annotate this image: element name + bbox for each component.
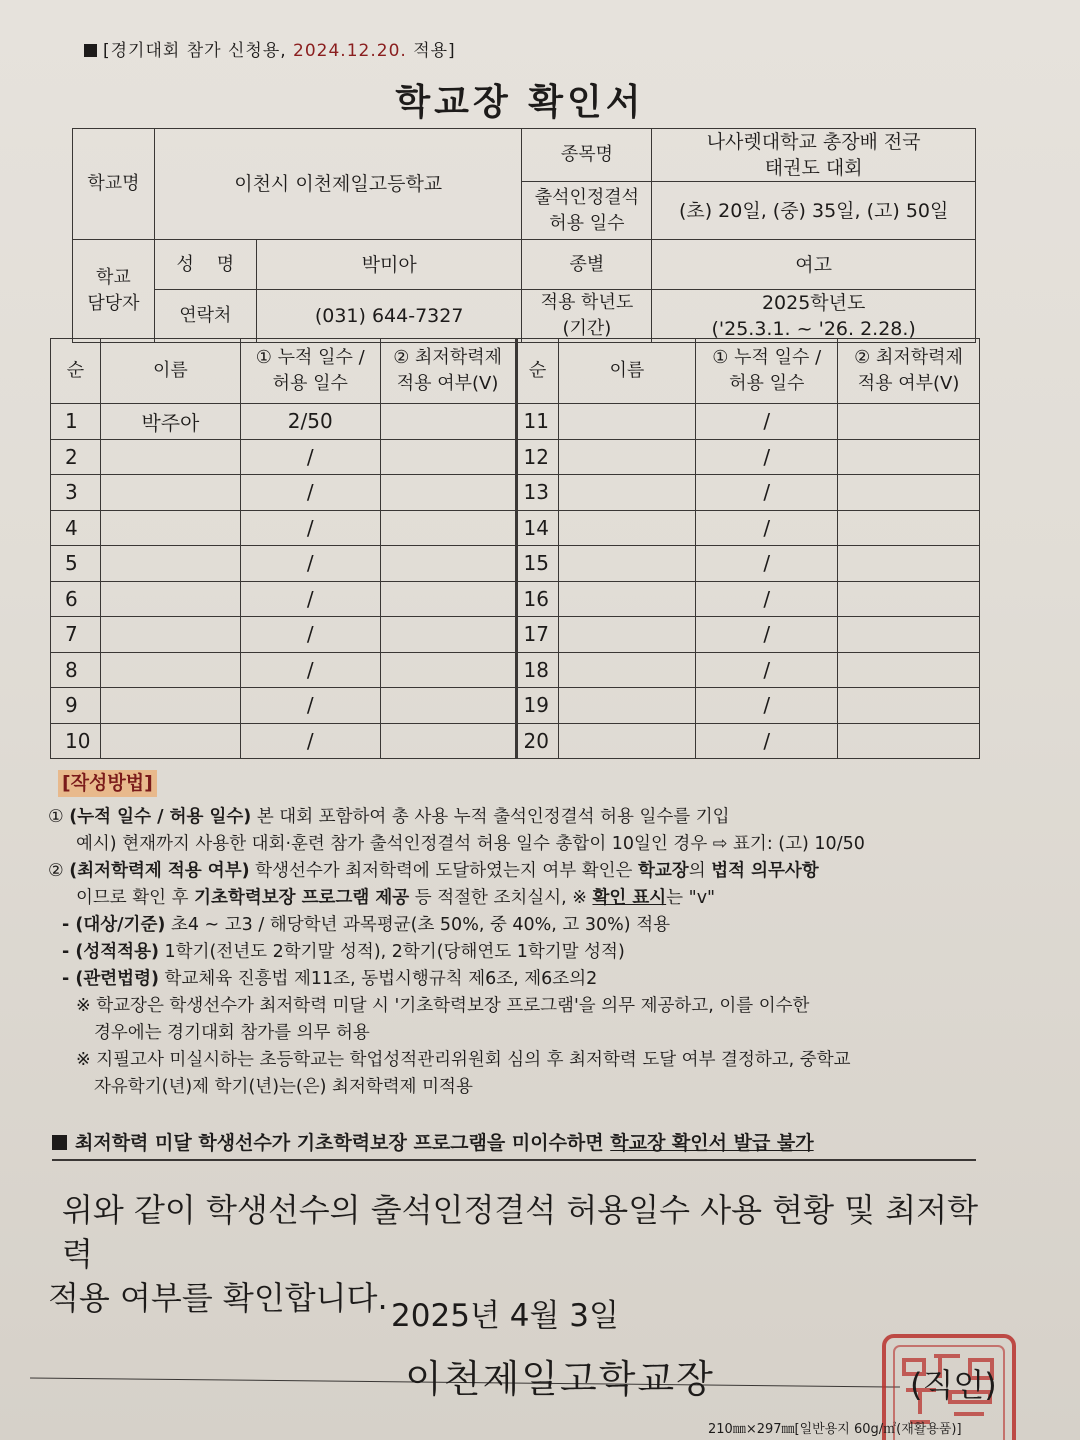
- min-academic-check: [380, 652, 516, 688]
- instruction-text: 경우에는 경기대회 참가를 의무 허용: [94, 1023, 370, 1043]
- instruction-term: (누적 일수 / 허용 일수): [69, 807, 252, 827]
- student-name: [100, 652, 240, 688]
- min-academic-check: [380, 688, 516, 724]
- school-name-value: 이천시 이천제일고등학교: [154, 129, 522, 240]
- row-number: 15: [516, 546, 558, 582]
- cumulative-days: /: [696, 439, 838, 475]
- col-header-no: 순: [51, 339, 101, 404]
- min-academic-check: [838, 404, 980, 440]
- row-number: 4: [51, 510, 101, 546]
- table-row: [51, 723, 980, 759]
- instruction-text: 1학기(전년도 2학기말 성적), 2학기(당해연도 1학기말 성적): [158, 942, 625, 962]
- student-name: [100, 617, 240, 653]
- student-name: [100, 723, 240, 759]
- row-number: 20: [516, 723, 558, 759]
- manager-name-value: 박미아: [256, 240, 522, 290]
- contact-value: (031) 644-7327: [256, 290, 522, 343]
- student-name: [100, 439, 240, 475]
- instruction-text: 초4 ~ 고3 / 해당학년 과목평균(초 50%, 중 40%, 고 30%) 적용: [165, 915, 670, 935]
- confirmation-line2: 적용 여부를 확인합니다.: [48, 1279, 388, 1317]
- instruction-term: (최저학력제 적용 여부): [69, 861, 250, 881]
- notice-text: 최저학력 미달 학생선수가 기초학력보장 프로그램을 미이수하면: [75, 1132, 611, 1154]
- row-number: 1: [51, 404, 101, 440]
- col-header-days-line1: ① 누적 일수 /: [255, 347, 365, 368]
- row-number: 9: [51, 688, 101, 724]
- cumulative-days: /: [696, 688, 838, 724]
- instruction-term: 기초학력보장 프로그램 제공: [194, 888, 410, 908]
- instruction-text: 자유학기(년)제 학기(년)는(은) 최저학력제 미적용: [94, 1077, 473, 1097]
- category-label: 종별: [522, 240, 652, 290]
- school-year-label: [522, 290, 652, 343]
- row-number: 2: [51, 439, 101, 475]
- col-header-name: 이름: [100, 339, 240, 404]
- student-name: [558, 510, 696, 546]
- row-number: 8: [51, 652, 101, 688]
- instructions: [48, 770, 998, 1101]
- student-name: [558, 439, 696, 475]
- student-name: [100, 581, 240, 617]
- cumulative-days: /: [696, 475, 838, 511]
- event-label: 종목명: [522, 129, 652, 182]
- school-year-label-line1: 적용 학년도: [540, 292, 634, 313]
- col-header-min: [838, 339, 980, 404]
- row-number: 16: [516, 581, 558, 617]
- instruction-text: 의: [688, 861, 712, 881]
- square-bullet-icon: [84, 44, 97, 57]
- instructions-heading: [작성방법]: [58, 770, 157, 797]
- cumulative-days: /: [696, 723, 838, 759]
- instruction-term: 법적 의무사항: [711, 861, 819, 881]
- min-academic-check: [838, 510, 980, 546]
- manager-label-line2: 담당자: [87, 293, 140, 314]
- row-number: 3: [51, 475, 101, 511]
- min-academic-check: [380, 723, 516, 759]
- instruction-text: 이므로 확인 후: [76, 888, 195, 908]
- absence-days-label-line2: 허용 일수: [549, 212, 625, 234]
- cumulative-days: /: [240, 617, 380, 653]
- cumulative-days: /: [696, 404, 838, 440]
- row-number: 12: [516, 439, 558, 475]
- col-header-days-line1: ① 누적 일수 /: [712, 347, 822, 368]
- row-number: 6: [51, 581, 101, 617]
- school-name-label: 학교명: [73, 129, 155, 240]
- form-tag-suffix: 적용]: [406, 41, 456, 61]
- col-header-no: 순: [516, 339, 558, 404]
- issue-date: 2025년 4월 3일: [391, 1298, 619, 1334]
- min-academic-check: [380, 617, 516, 653]
- instruction-text: 는 "v": [666, 888, 716, 908]
- student-list-table: [50, 338, 980, 759]
- cumulative-days: /: [696, 581, 838, 617]
- student-name: [558, 688, 696, 724]
- absence-days-value: (초) 20일, (중) 35일, (고) 50일: [652, 182, 976, 240]
- col-header-days-line2: 허용 일수: [729, 373, 805, 394]
- event-value-line2: 태권도 대회: [764, 157, 863, 179]
- min-academic-check: [838, 617, 980, 653]
- min-academic-check: [838, 723, 980, 759]
- item-number: ②: [48, 861, 64, 881]
- table-row: [51, 546, 980, 582]
- manager-label: [73, 240, 155, 343]
- absence-days-label: [522, 182, 652, 240]
- student-name: [100, 688, 240, 724]
- row-number: 13: [516, 475, 558, 511]
- min-academic-check: [380, 404, 516, 440]
- manager-name-label: 성 명: [154, 240, 256, 290]
- cumulative-days: /: [696, 510, 838, 546]
- student-name: [100, 510, 240, 546]
- table-row: [51, 510, 980, 546]
- col-header-min-line2: 적용 여부(V): [396, 373, 499, 394]
- instruction-text: 본 대회 포함하여 총 사용 누적 출석인정결석 허용 일수를 기입: [251, 807, 730, 827]
- col-header-days-line2: 허용 일수: [272, 373, 348, 394]
- table-row: [51, 439, 980, 475]
- info-table: [72, 128, 976, 343]
- school-year-value-line2: ('25.3.1. ~ '26. 2.28.): [711, 318, 916, 340]
- min-academic-check: [380, 581, 516, 617]
- row-number: 14: [516, 510, 558, 546]
- cumulative-days: /: [240, 546, 380, 582]
- min-academic-check: [838, 652, 980, 688]
- instruction-text: 등 적절한 조치실시, ※: [409, 888, 593, 908]
- instruction-text: 예시) 현재까지 사용한 대회·훈련 참가 출석인정결석 허용 일수 총합이 10일인 경우 ⇨ 표기: (고) 10/50: [76, 834, 865, 854]
- col-header-min-line2: 적용 여부(V): [857, 373, 960, 394]
- min-academic-check: [838, 475, 980, 511]
- school-year-value: [652, 290, 976, 343]
- notice-emphasis: 학교장 확인서 발급 불가: [610, 1132, 814, 1154]
- notice: [52, 1128, 976, 1161]
- instruction-term: - (대상/기준): [62, 915, 166, 935]
- absence-days-label-line1: 출석인정결석: [534, 186, 640, 208]
- row-number: 11: [516, 404, 558, 440]
- instruction-term: - (관련법령): [62, 969, 159, 989]
- document-title: 학교장 확인서: [395, 82, 645, 123]
- table-row: [51, 688, 980, 724]
- cumulative-days: /: [240, 723, 380, 759]
- instruction-text: 학교체육 진흥법 제11조, 동법시행규칙 제6조, 제6조의2: [158, 969, 598, 989]
- col-header-days: [240, 339, 380, 404]
- cumulative-days: /: [240, 652, 380, 688]
- student-name: [558, 475, 696, 511]
- table-row: [51, 617, 980, 653]
- min-academic-check: [380, 475, 516, 511]
- item-number: ①: [48, 807, 64, 827]
- cumulative-days: /: [240, 439, 380, 475]
- min-academic-check: [380, 546, 516, 582]
- instruction-text: ※ 지필고사 미실시하는 초등학교는 학업성적관리위원회 심의 후 최저학력 도달 여부 결정하고, 중학교: [76, 1050, 851, 1070]
- student-list-body: [51, 404, 980, 759]
- cumulative-days: /: [240, 688, 380, 724]
- cumulative-days: 2/50: [240, 404, 380, 440]
- table-row: [51, 652, 980, 688]
- student-name: [100, 546, 240, 582]
- min-academic-check: [838, 439, 980, 475]
- row-number: 5: [51, 546, 101, 582]
- instruction-text: ※ 학교장은 학생선수가 최저학력 미달 시 '기초학력보장 프로그램'을 의무 제공하고, 이를 이수한: [76, 996, 810, 1016]
- student-name: [558, 652, 696, 688]
- cumulative-days: /: [240, 581, 380, 617]
- row-number: 10: [51, 723, 101, 759]
- student-name: [558, 617, 696, 653]
- min-academic-check: [838, 581, 980, 617]
- form-tag-prefix: [경기대회 참가 신청용,: [103, 41, 294, 61]
- row-number: 17: [516, 617, 558, 653]
- col-header-min-line1: ② 최저학력제: [393, 347, 502, 368]
- cumulative-days: /: [696, 546, 838, 582]
- col-header-min: [380, 339, 516, 404]
- row-number: 18: [516, 652, 558, 688]
- event-value: [652, 129, 976, 182]
- col-header-min-line1: ② 최저학력제: [854, 347, 963, 368]
- confirmation-line1: 위와 같이 학생선수의 출석인정결석 허용일수 사용 현황 및 최저학력: [62, 1191, 979, 1273]
- arrow-box-icon: [52, 1135, 67, 1150]
- instruction-text: 학생선수가 최저학력에 도달하였는지 여부 확인은: [249, 861, 638, 881]
- instruction-term: 학교장: [638, 861, 689, 881]
- student-name: [558, 723, 696, 759]
- instruction-term: - (성적적용): [62, 942, 159, 962]
- table-row: [51, 404, 980, 440]
- min-academic-check: [838, 546, 980, 582]
- seal-label: (직인): [910, 1366, 997, 1404]
- event-value-line1: 나사렛대학교 총장배 전국: [706, 131, 921, 153]
- contact-label: 연락처: [154, 290, 256, 343]
- paper-spec-note: 210㎜×297㎜[일반용지 60g/㎡(재활용품)]: [708, 1422, 962, 1437]
- row-number: 19: [516, 688, 558, 724]
- col-header-days: [696, 339, 838, 404]
- table-row: [51, 475, 980, 511]
- min-academic-check: [838, 688, 980, 724]
- student-name: 박주아: [100, 404, 240, 440]
- student-name: [100, 475, 240, 511]
- instruction-term: 확인 표시: [592, 888, 667, 908]
- cumulative-days: /: [696, 617, 838, 653]
- table-row: [51, 581, 980, 617]
- form-tag: [84, 36, 456, 61]
- category-value: 여고: [652, 240, 976, 290]
- min-academic-check: [380, 510, 516, 546]
- school-year-label-line2: (기간): [562, 318, 612, 339]
- cumulative-days: /: [240, 510, 380, 546]
- form-tag-date: 2024.12.20.: [293, 41, 407, 61]
- cumulative-days: /: [240, 475, 380, 511]
- school-year-value-line1: 2025학년도: [761, 292, 866, 314]
- manager-label-line1: 학교: [96, 267, 131, 288]
- student-name: [558, 546, 696, 582]
- cumulative-days: /: [696, 652, 838, 688]
- student-name: [558, 404, 696, 440]
- student-name: [558, 581, 696, 617]
- col-header-name: 이름: [558, 339, 696, 404]
- principal-title: 이천제일고학교장: [405, 1357, 715, 1401]
- row-number: 7: [51, 617, 101, 653]
- min-academic-check: [380, 439, 516, 475]
